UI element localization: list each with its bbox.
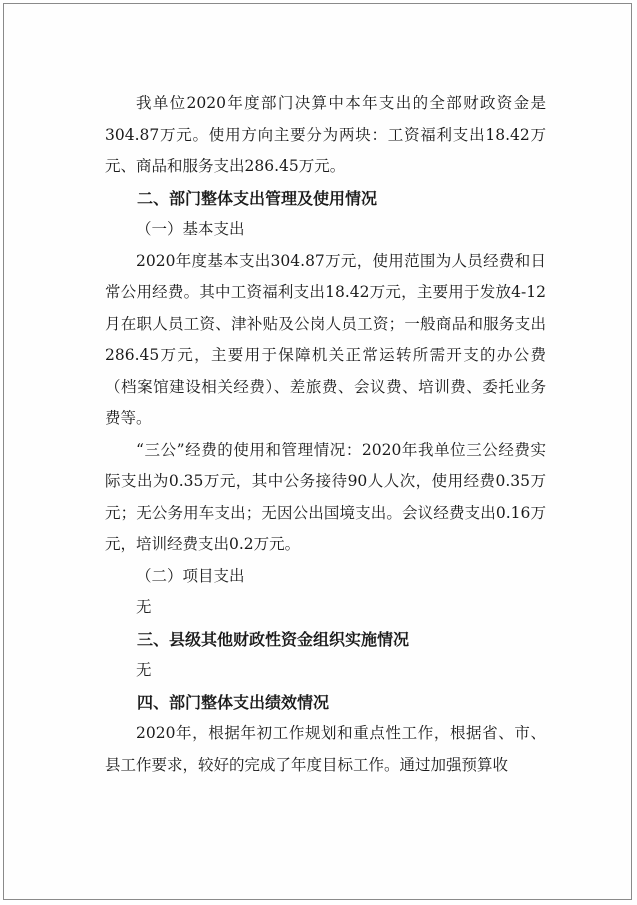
text-none-project: 无 [136, 598, 152, 616]
heading-section-3: 三、县级其他财政性资金组织实施情况 [137, 629, 410, 649]
document-body [105, 88, 546, 781]
subheading-project-expenditure: （二）项目支出 [136, 566, 245, 585]
paragraph-performance: 2020年，根据年初工作规划和重点性工作，根据省、市、县工作要求，较好的完成了年度目标工作。通过加强预算收 [105, 724, 546, 774]
heading-section-2: 二、部门整体支出管理及使用情况 [137, 188, 378, 208]
text-none-county-funds: 无 [136, 661, 152, 679]
paragraph-basic-expenditure: 2020年度基本支出304.87万元，使用范围为人员经费和日常公用经费。其中工资福利支出18.42万元，主要用于发放4-12月在职人员工资、津补贴及公岗人员工资；一般商品和服务支出286.45万元，主要用于保障机关正常运转所需开支的办公费（档案馆建设相关经费）、差旅费、会议费、培训费、委托业务费等。 [105, 251, 546, 427]
paragraph-three-public-expenses: “三公”经费的使用和管理情况：2020年我单位三公经费实际支出为0.35万元，其中公务接待90人人次，使用经费0.35万元；无公务用车支出；无因公出国境支出。会议经费支出0.16万元，培训经费支出0.2万元。 [105, 440, 546, 553]
document-page [3, 3, 632, 900]
subheading-basic-expenditure: （一）基本支出 [136, 220, 245, 238]
paragraph-fund-summary: 我单位2020年度部门决算中本年支出的全部财政资金是304.87万元。使用方向主要分为两块：工资福利支出18.42万元、商品和服务支出286.45万元。 [105, 94, 546, 175]
heading-section-4: 四、部门整体支出绩效情况 [137, 692, 330, 712]
